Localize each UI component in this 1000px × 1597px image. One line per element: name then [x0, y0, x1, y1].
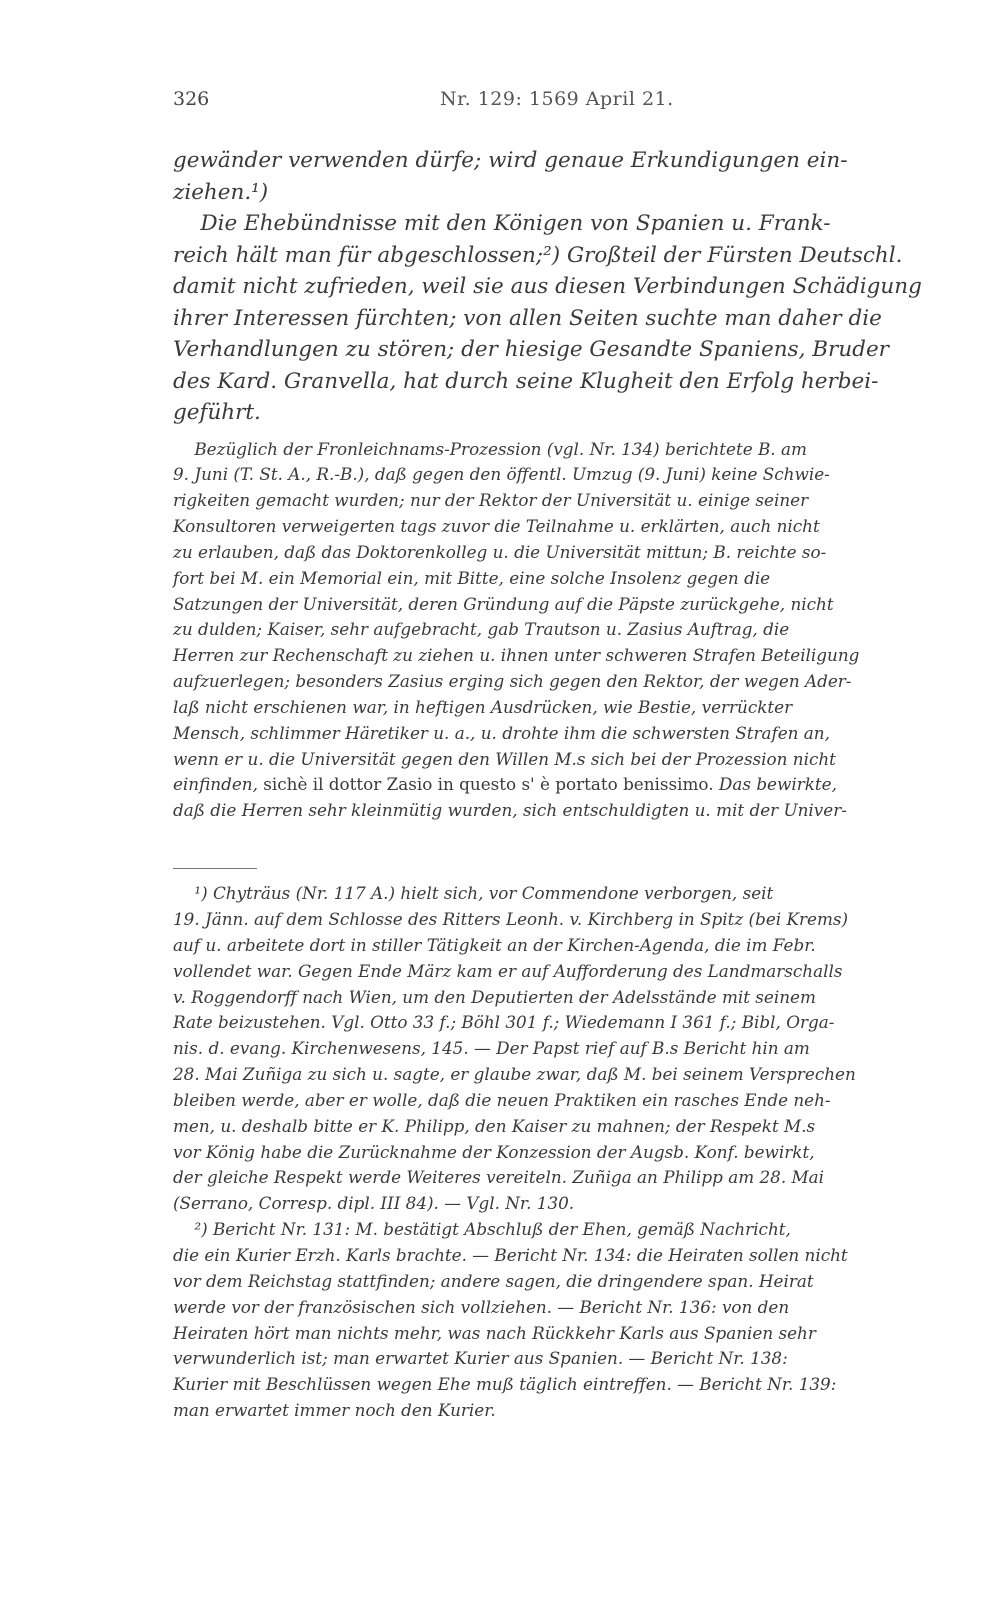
footnote-line: men, u. deshalb bitte er K. Philipp, den Kaiser zu mahnen; der Respekt M.s: [173, 1115, 816, 1136]
summary-text-line: fort bei M. ein Memorial ein, mit Bitte, eine solche Insolenz gegen die: [173, 567, 771, 588]
footnote-line: v. Roggendorff nach Wien, um den Deputierten der Adelsstände mit seinem: [173, 986, 816, 1007]
main-text-line: ziehen.¹): [173, 179, 269, 205]
italian-quote-segment: sichè il dottor Zasio in questo s' è portato benissimo.: [257, 774, 714, 795]
footnote-separator-rule: [173, 868, 257, 869]
summary-text-line: rigkeiten gemacht wurden; nur der Rektor der Universität u. einige seiner: [173, 490, 809, 511]
footnote-line: nis. d. evang. Kirchenwesens, 145. — Der Papst rief auf B.s Bericht hin am: [173, 1038, 810, 1059]
summary-text-line: laß nicht erschienen war, in heftigen Ausdrücken, wie Bestie, verrückter: [173, 696, 793, 717]
page-header: [173, 88, 933, 118]
main-text-line: Verhandlungen zu stören; der hiesige Gesandte Spaniens, Bruder: [173, 337, 889, 362]
footnote-line: verwunderlich ist; man erwartet Kurier aus Spanien. — Bericht Nr. 138:: [173, 1348, 788, 1369]
footnote-line: ¹) Chyträus (Nr. 117 A.) hielt sich, vor Commendone verborgen, seit: [173, 883, 774, 904]
summary-text-line: daß die Herren sehr kleinmütig wurden, sich entschuldigten u. mit der Univer-: [173, 800, 847, 821]
footnote-line: Heiraten hört man nichts mehr, was nach Rückkehr Karls aus Spanien sehr: [173, 1322, 816, 1343]
footnote-line: 28. Mai Zuñiga zu sich u. sagte, er glaube zwar, daß M. bei seinem Versprechen: [173, 1064, 856, 1085]
summary-italic-segment: einfinden,: [173, 774, 258, 795]
main-paragraphs: [173, 145, 933, 429]
page-body: [173, 145, 933, 1424]
main-text-line: des Kard. Granvella, hat durch seine Klugheit den Erfolg herbei-: [173, 368, 879, 394]
footnote-line: man erwartet immer noch den Kurier.: [173, 1400, 496, 1421]
summary-text-line: wenn er u. die Universität gegen den Willen M.s sich bei der Prozession nicht: [173, 748, 836, 769]
footnote-line: (Serrano, Corresp. dipl. III 84). — Vgl. Nr. 130.: [173, 1193, 575, 1214]
footnote-line: ²) Bericht Nr. 131: M. bestätigt Abschluß der Ehen, gemäß Nachricht,: [173, 1219, 791, 1240]
footnote-line: Kurier mit Beschlüssen wegen Ehe muß täglich eintreffen. — Bericht Nr. 139:: [173, 1374, 837, 1395]
summary-text-line: Bezüglich der Fronleichnams-Prozession (vgl. Nr. 134) berichtete B. am: [173, 438, 807, 459]
footnote-line: vor König habe die Zurücknahme der Konzession der Augsb. Konf. bewirkt,: [173, 1141, 815, 1162]
summary-text-line: zu dulden; Kaiser, sehr aufgebracht, gab Trautson u. Zasius Auftrag, die: [173, 619, 790, 640]
summary-text-line: aufzuerlegen; besonders Zasius erging sich gegen den Rektor, der wegen Ader-: [173, 671, 852, 692]
main-text-line: gewänder verwenden dürfe; wird genaue Erkundigungen ein-: [173, 148, 848, 173]
summary-text-line: Satzungen der Universität, deren Gründung auf die Päpste zurückgehe, nicht: [173, 593, 834, 614]
footnote-line: bleiben werde, aber er wolle, daß die neuen Praktiken ein rasches Ende neh-: [173, 1089, 831, 1110]
footnote-line: 19. Jänn. auf dem Schlosse des Ritters Leonh. v. Kirchberg in Spitz (bei Krems): [173, 909, 849, 929]
summary-text-line: Mensch, schlimmer Häretiker u. a., u. drohte ihm die schwersten Strafen an,: [173, 722, 830, 743]
main-text-line: geführt.: [173, 400, 261, 425]
running-head: Nr. 129: 1569 April 21.: [440, 88, 674, 110]
main-text-line: damit nicht zufrieden, weil sie aus diesen Verbindungen Schädigung: [173, 274, 922, 299]
summary-text-line: Konsultoren verweigerten tags zuvor die Teilnahme u. erklärten, auch nicht: [173, 516, 820, 537]
footnote-line: die ein Kurier Erzh. Karls brachte. — Bericht Nr. 134: die Heiraten sollen nicht: [173, 1244, 848, 1265]
footnote-line: vor dem Reichstag stattfinden; andere sagen, die dringendere span. Heirat: [173, 1270, 814, 1291]
main-text-line: ihrer Interessen fürchten; von allen Seiten suchte man daher die: [173, 305, 882, 331]
summary-text-line-mixed: [173, 772, 837, 798]
summary-text-line: Herren zur Rechenschaft zu ziehen u. ihnen unter schweren Strafen Beteiligung: [173, 645, 860, 666]
page-number: 326: [173, 88, 210, 110]
summary-paragraph: [173, 437, 933, 825]
footnote-line: Rate beizustehen. Vgl. Otto 33 f.; Böhl 301 f.; Wiedemann I 361 f.; Bibl, Orga-: [173, 1012, 835, 1033]
footnote-line: auf u. arbeitete dort in stiller Tätigkeit an der Kirchen-Agenda, die im Febr.: [173, 934, 816, 955]
footnotes: [173, 881, 933, 1424]
summary-text-line: zu erlauben, daß das Doktorenkolleg u. die Universität mittun; B. reichte so-: [173, 541, 827, 562]
main-text-line: reich hält man für abgeschlossen;²) Großteil der Fürsten Deutschl.: [173, 242, 903, 268]
summary-text-line: 9. Juni (T. St. A., R.-B.), daß gegen den öffentl. Umzug (9. Juni) keine Schwie-: [173, 464, 830, 485]
summary-italic-segment: Das bewirkte,: [713, 774, 837, 795]
footnote-line: vollendet war. Gegen Ende März kam er auf Aufforderung des Landmarschalls: [173, 960, 843, 981]
footnote-line: der gleiche Respekt werde Weiteres vereiteln. Zuñiga an Philipp am 28. Mai: [173, 1167, 825, 1188]
footnote-line: werde vor der französischen sich vollziehen. — Bericht Nr. 136: von den: [173, 1296, 790, 1317]
main-text-line: Die Ehebündnisse mit den Königen von Spanien u. Frank-: [173, 211, 831, 236]
